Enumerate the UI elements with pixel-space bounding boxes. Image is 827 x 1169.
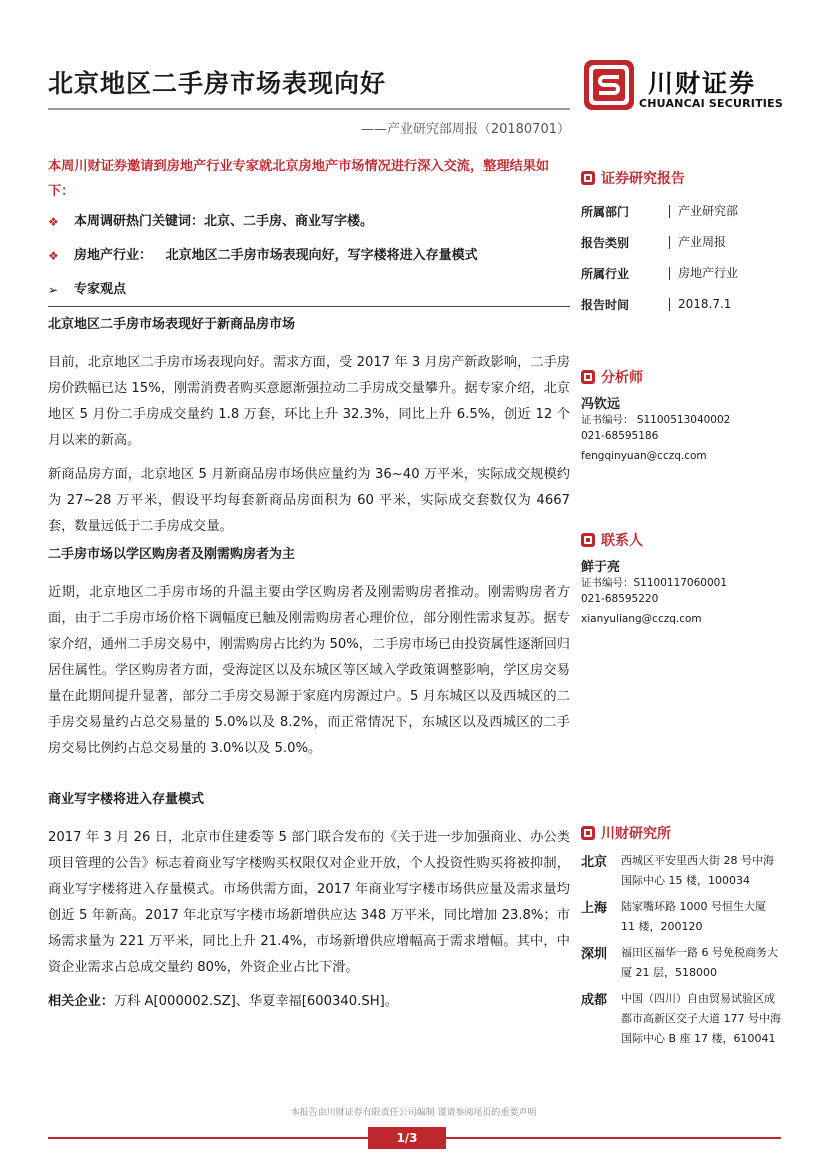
contact-name: 鲜于亮: [581, 560, 621, 575]
section-2: [48, 542, 570, 762]
summary-block: [48, 154, 570, 204]
sidebar-contact: [581, 530, 781, 627]
meta-row: 报告时间 2018.7.1: [581, 297, 732, 312]
sidebar-analyst-header: 分析师: [581, 367, 781, 387]
section-divider: [48, 306, 570, 307]
expert-view-label: ➢ 专家观点: [48, 277, 570, 303]
report-subtitle: ——产业研究部周报（20180701）: [360, 122, 570, 137]
contact-cert: 证书编号：S1100117060001: [581, 577, 728, 589]
page-number: 1/3: [368, 1127, 446, 1149]
sidebar-institute: [581, 823, 781, 1055]
brand-mark-icon: [581, 171, 595, 185]
sidebar-report-header: 证券研究报告: [581, 168, 781, 188]
contact-email[interactable]: xianyuliang@cczq.com: [581, 613, 702, 625]
sidebar-report-info: [581, 168, 781, 320]
section-paragraph: 2017 年 3 月 26 日，北京市住建委等 5 部门联合发布的《关于进一步加强商业、办公类项目管理的公告》标志着商业写字楼购买权限仅对企业开放，个人投资性购买将被抑制，商业写字楼将进入存量模式。市场供需方面，2017 年商业写字楼市场供应量及需求量均创近 5 年新高。2017 年北京写字楼市场新增供应达 348 万平米，同比增加 23.8%；市场需求量为 221 万平米，同比上升 21.4%，市场新增供应增幅高于需求增幅。其中，中资企业需求占总成交量约 80%，外资企业占比下滑。: [48, 830, 570, 975]
diamond-bullet-icon: ❖: [48, 249, 59, 263]
meta-row: 报告类别 产业周报: [581, 235, 727, 250]
analyst-name: 冯钦远: [581, 397, 621, 412]
sidebar-analyst: [581, 367, 781, 464]
summary-bullets: [48, 209, 570, 303]
analyst-cert: 证书编号： S1100513040002: [581, 414, 731, 426]
page-title: 北京地区二手房市场表现向好: [48, 69, 387, 98]
arrow-bullet-icon: ➢: [48, 283, 59, 297]
section-paragraph: 近期，北京地区二手房市场的升温主要由学区购房者及刚需购房者推动。刚需购房者方面，由于二手房市场价格下调幅度已触及刚需购房者心理价位，部分刚性需求复苏。据专家介绍，通州二手房交易中，刚需购房占比约为 50%，二手房市场已由投资属性逐渐回归居住属性。学区购房者方面，受海淀区以及东城区等区域入学政策调整影响，学区房交易量在此期间提升显著，部分二手房交易源于家庭内房源过户。5 月东城区以及西城区的二手房交易量约占总交易量的 5.0%以及 8.2%，而正常情况下，东城区以及西城区的二手房交易比例约占总交易量的 3.0%以及 5.0%。: [48, 585, 570, 756]
bullet-keywords: ❖ 本周调研热门关键词：北京、二手房、商业写字楼。: [48, 209, 570, 235]
sidebar-contact-header: 联系人: [581, 530, 781, 550]
section-heading: 二手房市场以学区购房者及刚需购房者为主: [48, 547, 296, 562]
sidebar-institute-header: 川财研究所: [581, 823, 781, 843]
meta-row: 所属部门 产业研究部: [581, 204, 739, 219]
section-paragraph: 新商品房方面，北京地区 5 月新商品房市场供应量约为 36~40 万平米，实际成交规模约为 27~28 万平米，假设平均每套新商品房面积为 60 平米，实际成交套数仅为 4667 套，数量远低于二手房成交量。: [48, 467, 570, 534]
office-item: 深圳 福田区福华一路 6 号免税商务大厦 21 层，518000: [581, 946, 778, 979]
office-item: 成都 中国（四川）自由贸易试验区成都市高新区交子大道 177 号中海国际中心 B 座 17 楼，610041: [581, 992, 781, 1045]
analyst-phone: 021-68595186: [581, 430, 659, 442]
office-list: [581, 851, 781, 1049]
chuancai-logo-icon: [584, 60, 634, 110]
related-text: 万科 A[000002.SZ]、华夏幸福[600340.SH]。: [113, 994, 398, 1009]
header-divider: [48, 108, 570, 110]
footer-disclaimer: 本报告由川财证券有限责任公司编制 谨请参阅尾页的重要声明: [290, 1108, 537, 1118]
section-3: [48, 787, 570, 1015]
meta-row: 所属行业 房地产行业: [581, 266, 739, 281]
office-item: 北京 西城区平安里西大街 28 号中海国际中心 15 楼，100034: [581, 854, 774, 887]
analyst-email[interactable]: fengqinyuan@cczq.com: [581, 450, 707, 462]
related-label: 相关企业：: [48, 994, 114, 1009]
brand-mark-icon: [581, 370, 595, 384]
section-1: [48, 312, 570, 540]
bullet-industry: ❖ 房地产行业： 北京地区二手房市场表现向好，写字楼将进入存量模式: [48, 243, 570, 269]
section-paragraph: 目前，北京地区二手房市场表现向好。需求方面，受 2017 年 3 月房产新政影响，二手房房价跌幅已达 15%，刚需消费者购买意愿渐强拉动二手房成交量攀升。据专家介绍，北京地区 5 月份二手房成交量约 1.8 万套，环比上升 32.3%，同比上升 6.5%，创近 12 个月以来的新高。: [48, 355, 570, 448]
brand-mark-icon: [581, 533, 595, 547]
office-item: 上海 陆家嘴环路 1000 号恒生大厦 11 楼，200120: [581, 900, 766, 933]
related-companies: [48, 989, 570, 1015]
contact-phone: 021-68595220: [581, 593, 659, 605]
summary-intro: 本周川财证券邀请到房地产行业专家就北京房地产市场情况进行深入交流，整理结果如下：: [48, 159, 550, 199]
logo-name-cn: 川财证券: [648, 69, 757, 98]
diamond-bullet-icon: ❖: [48, 215, 59, 229]
brand-mark-icon: [581, 826, 595, 840]
logo-name-en: CHUANCAI SECURITIES: [639, 97, 783, 110]
meta-list: [581, 196, 781, 320]
section-heading: 商业写字楼将进入存量模式: [48, 792, 205, 807]
section-heading: 北京地区二手房市场表现好于新商品房市场: [48, 317, 296, 332]
